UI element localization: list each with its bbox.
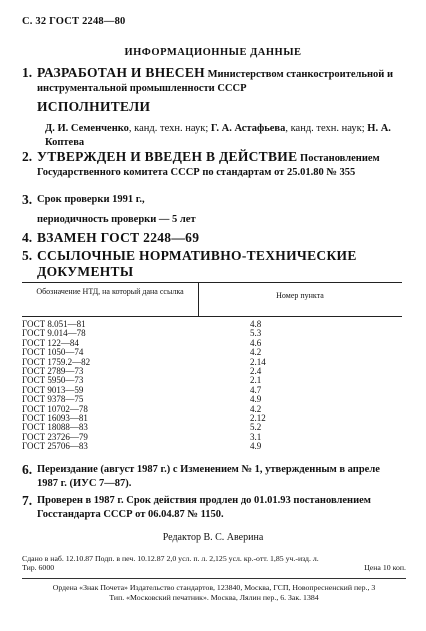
item-number: 7. xyxy=(22,493,33,508)
publisher-line: Ордена «Знак Почета» Издательство стандартов, 123840, Москва, ГСП, Новопресненский пер., 3 xyxy=(52,583,376,592)
table-cell-clause: 5.2 xyxy=(250,422,262,433)
price: Цена 10 коп. xyxy=(364,563,406,572)
table-cell-clause: 2.4 xyxy=(250,365,262,376)
table-cell-document: ГОСТ 10702—78 xyxy=(22,403,88,414)
table-cell-document: ГОСТ 9013—59 xyxy=(22,384,84,395)
table-cell-document: ГОСТ 9378—75 xyxy=(22,394,84,405)
printer-line: Тип. «Московский печатник». Москва, Лялин пер., 6. Зак. 1384 xyxy=(109,592,319,602)
item-text: Проверен в 1987 г. Срок действия продлен до 01.01.93 постановлением Госстандарта СССР от 06.04.87 № 1150. xyxy=(37,495,371,520)
table-cell-clause: 4.9 xyxy=(250,394,262,405)
table-cell-clause: 4.7 xyxy=(250,384,262,395)
table-cell-clause: 4.9 xyxy=(250,441,262,452)
table-cell-document: ГОСТ 1759.2—82 xyxy=(22,356,91,367)
item-heading: РАЗРАБОТАН И ВНЕСЕН xyxy=(37,65,205,80)
table-cell-clause: 4.2 xyxy=(250,347,262,358)
table-cell-document: ГОСТ 16093—81 xyxy=(22,412,88,423)
print-info-line: Сдано в наб. 12.10.87 Подп. в печ. 10.12.87 2,0 усл. п. л. 2,125 усл. кр.-отт. 1,85 уч.-изд. л. xyxy=(22,554,319,563)
item-number: 4. xyxy=(22,230,33,245)
item-text-2: периодичность проверки — 5 лет xyxy=(37,214,196,225)
performer-rank: , канд. техн. наук; xyxy=(285,123,368,134)
publisher-info xyxy=(22,583,406,602)
footer-rule xyxy=(22,578,406,579)
table-cell-document: ГОСТ 2789—73 xyxy=(22,365,84,376)
table-row xyxy=(22,329,402,338)
table-cell-clause: 2.14 xyxy=(250,356,266,367)
performer-name: Д. И. Семенченко xyxy=(45,123,129,134)
table-body xyxy=(22,320,402,451)
table-cell-clause: 2.12 xyxy=(250,412,266,423)
table-cell-clause: 4.2 xyxy=(250,403,262,414)
table-cell-document: ГОСТ 9.014—78 xyxy=(22,328,86,339)
editor-line: Редактор В. С. Аверина xyxy=(162,532,264,543)
table-cell-document: ГОСТ 25706—83 xyxy=(22,441,88,452)
table-cell-document: ГОСТ 18088—83 xyxy=(22,422,88,433)
performer-name: Г. А. Астафьева xyxy=(210,123,286,134)
item-3 xyxy=(22,193,402,227)
item-heading: ССЫЛОЧНЫЕ НОРМАТИВНО-ТЕХНИЧЕСКИЕ ДОКУМЕНТЫ xyxy=(37,248,357,279)
table-cell-document: ГОСТ 8.051—81 xyxy=(22,319,86,329)
item-2 xyxy=(22,150,402,180)
table-cell-clause: 5.3 xyxy=(250,328,262,339)
page-header: С. 32 ГОСТ 2248—80 xyxy=(22,16,126,27)
item-6 xyxy=(22,463,402,491)
item-1 xyxy=(22,66,402,96)
item-number: 6. xyxy=(22,462,33,477)
table-top-rule xyxy=(22,282,402,283)
print-info-line: Тир. 6000 xyxy=(22,563,55,572)
item-heading: ВЗАМЕН ГОСТ 2248—69 xyxy=(37,230,200,245)
table-header-document: Обозначение НТД, на который дана ссылка xyxy=(36,287,184,296)
item-4 xyxy=(22,231,402,247)
item-text: Постановлением Государственного комитета СССР по стандартам от 25.01.80 № 355 xyxy=(37,153,380,178)
performers-block xyxy=(22,100,402,150)
performer-rank: , канд. техн. наук; xyxy=(128,123,211,134)
table-row xyxy=(22,442,402,451)
table-header-clause: Номер пункта xyxy=(276,291,324,300)
item-7 xyxy=(22,494,402,522)
item-text: Министерством станкостроительной и инструментальной промышленности СССР xyxy=(37,69,393,94)
table-header-rule xyxy=(22,316,402,317)
table-cell-clause: 2.1 xyxy=(250,375,262,386)
item-number: 3. xyxy=(22,192,33,207)
document-title: ИНФОРМАЦИОННЫЕ ДАННЫЕ xyxy=(124,47,302,58)
table-cell-clause: 3.1 xyxy=(250,431,262,442)
table-cell-document: ГОСТ 122—84 xyxy=(22,337,79,348)
table-cell-document: ГОСТ 1050—74 xyxy=(22,347,84,358)
table-cell-document: ГОСТ 23726—79 xyxy=(22,431,88,442)
item-text: Срок проверки 1991 г., xyxy=(37,194,145,205)
performers-heading: ИСПОЛНИТЕЛИ xyxy=(37,99,151,114)
table-cell-document: ГОСТ 5950—73 xyxy=(22,375,84,386)
print-info xyxy=(22,554,406,572)
table-cell-clause: 4.6 xyxy=(250,337,262,348)
item-number: 1. xyxy=(22,65,33,80)
item-heading: УТВЕРЖДЕН И ВВЕДЕН В ДЕЙСТВИЕ xyxy=(37,149,298,164)
item-text: Переиздание (август 1987 г.) с Изменением № 1, утвержденным в апреле 1987 г. (ИУС 7—87). xyxy=(37,464,380,489)
item-number: 5. xyxy=(22,248,33,263)
table-cell-clause: 4.8 xyxy=(250,319,262,329)
performer-name: Н. А. Коптева xyxy=(45,123,391,148)
item-number: 2. xyxy=(22,149,33,164)
item-5 xyxy=(22,249,402,281)
